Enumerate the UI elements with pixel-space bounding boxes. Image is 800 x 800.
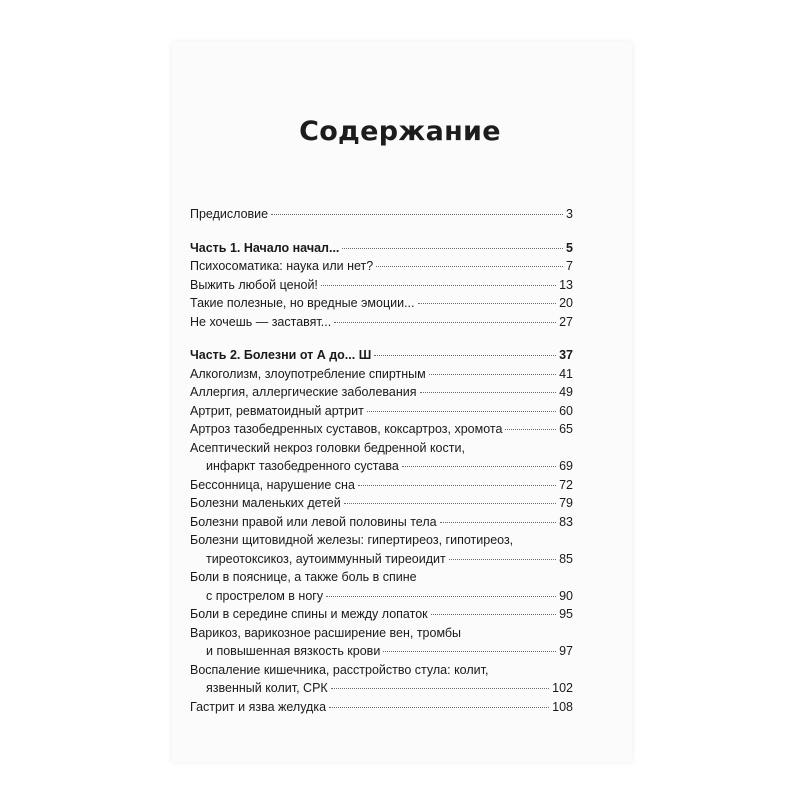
toc-page-number: 41	[559, 366, 573, 381]
toc-page-number: 79	[559, 496, 573, 510]
dot-leader	[440, 522, 557, 523]
toc-entry-line: Боли в пояснице, а также боль в спине	[190, 570, 417, 584]
toc-entry	[190, 257, 573, 276]
toc-page-number: 13	[559, 277, 573, 292]
toc-page-number: 102	[552, 681, 573, 695]
toc-entry	[190, 205, 573, 224]
toc-entry-title: с прострелом в ногу	[206, 588, 324, 603]
toc-part-heading	[190, 239, 573, 258]
toc-page-number: 90	[559, 588, 573, 603]
toc-entry-title: Артроз тазобедренных суставов, коксартроз, хромота	[190, 422, 503, 436]
toc-entry	[190, 476, 573, 495]
page-title: Содержание	[299, 116, 501, 147]
toc-entry-title: Такие полезные, но вредные эмоции...	[190, 296, 415, 310]
toc-entry	[190, 457, 573, 476]
toc-page-number: 60	[559, 403, 573, 418]
dot-leader	[376, 266, 563, 267]
toc-entry-title: Гастрит и язва желудка	[190, 699, 327, 714]
dot-leader	[331, 688, 549, 689]
dot-leader	[383, 651, 556, 652]
table-of-contents	[190, 205, 573, 716]
toc-entry-title: Выжить любой ценой!	[190, 277, 318, 292]
toc-page-number: 27	[559, 314, 573, 329]
toc-entry-title: и повышенная вязкость крови	[206, 644, 381, 658]
toc-entry-title: Болезни правой или левой половины тела	[190, 514, 437, 529]
toc-page-number: 7	[566, 259, 573, 273]
toc-entry-title: тиреотоксикоз, аутоиммунный тиреоидит	[206, 551, 446, 566]
dot-leader	[505, 429, 556, 430]
toc-entry-title: Алкоголизм, злоупотребление спиртным	[190, 366, 426, 381]
dot-leader	[420, 392, 557, 393]
toc-entry	[190, 642, 573, 661]
toc-entry-title: Не хочешь — заставят...	[190, 314, 332, 329]
toc-entry	[190, 605, 573, 624]
toc-entry	[190, 679, 573, 698]
toc-page-number: 49	[559, 385, 573, 399]
toc-page-number: 97	[559, 644, 573, 658]
toc-entry-title: Часть 1. Начало начал...	[190, 240, 340, 255]
dot-leader	[367, 411, 556, 412]
toc-entry-title: Часть 2. Болезни от А до... Ш	[190, 348, 372, 362]
dot-leader	[321, 285, 556, 286]
toc-entry	[190, 383, 573, 402]
toc-entry-title: инфаркт тазобедренного сустава	[206, 459, 399, 473]
dot-leader	[429, 374, 556, 375]
dot-leader	[344, 503, 556, 504]
dot-leader	[431, 614, 556, 615]
toc-entry	[190, 313, 573, 332]
dot-leader	[329, 707, 549, 708]
toc-page-number: 37	[559, 348, 573, 362]
toc-page-number: 72	[559, 477, 573, 492]
toc-part-heading	[190, 346, 573, 365]
toc-page-number: 108	[552, 699, 573, 714]
toc-entry	[190, 550, 573, 569]
dot-leader	[326, 596, 556, 597]
toc-entry	[190, 494, 573, 513]
toc-entry-title: Бессонница, нарушение сна	[190, 477, 355, 492]
toc-page-number: 83	[559, 514, 573, 529]
toc-entry-title: Аллергия, аллергические заболевания	[190, 385, 417, 399]
toc-entry	[190, 402, 573, 421]
dot-leader	[374, 355, 556, 356]
toc-page-number: 85	[559, 551, 573, 566]
toc-entry-title: Артрит, ревматоидный артрит	[190, 403, 364, 418]
toc-entry-title: язвенный колит, СРК	[206, 681, 328, 695]
toc-entry-line: Болезни щитовидной железы: гипертиреоз, гипотиреоз,	[190, 533, 514, 547]
toc-entry-title: Психосоматика: наука или нет?	[190, 259, 374, 273]
toc-entry-line: Варикоз, варикозное расширение вен, тромбы	[190, 625, 462, 640]
toc-entry	[190, 420, 573, 439]
dot-leader	[449, 559, 556, 560]
toc-entry	[190, 513, 573, 532]
dot-leader	[342, 248, 563, 249]
toc-entry	[190, 276, 573, 295]
dot-leader	[358, 485, 556, 486]
toc-entry	[190, 698, 573, 717]
toc-page-number: 20	[559, 296, 573, 310]
toc-page-number: 95	[559, 607, 573, 621]
toc-entry-title: Болезни маленьких детей	[190, 496, 341, 510]
toc-page-number: 69	[559, 459, 573, 473]
toc-entry-title: Боли в середине спины и между лопаток	[190, 607, 428, 621]
dot-leader	[271, 214, 563, 215]
toc-entry-line: Воспаление кишечника, расстройство стула: колит,	[190, 662, 489, 677]
dot-leader	[402, 466, 556, 467]
toc-entry-title: Предисловие	[190, 207, 269, 221]
toc-entry-line: Асептический некроз головки бедренной кости,	[190, 440, 465, 455]
toc-entry	[190, 587, 573, 606]
toc-page-number: 65	[559, 422, 573, 436]
dot-leader	[334, 322, 556, 323]
toc-page-number: 3	[566, 207, 573, 221]
toc-page-number: 5	[566, 240, 573, 255]
toc-entry	[190, 365, 573, 384]
toc-entry	[190, 294, 573, 313]
dot-leader	[418, 303, 557, 304]
